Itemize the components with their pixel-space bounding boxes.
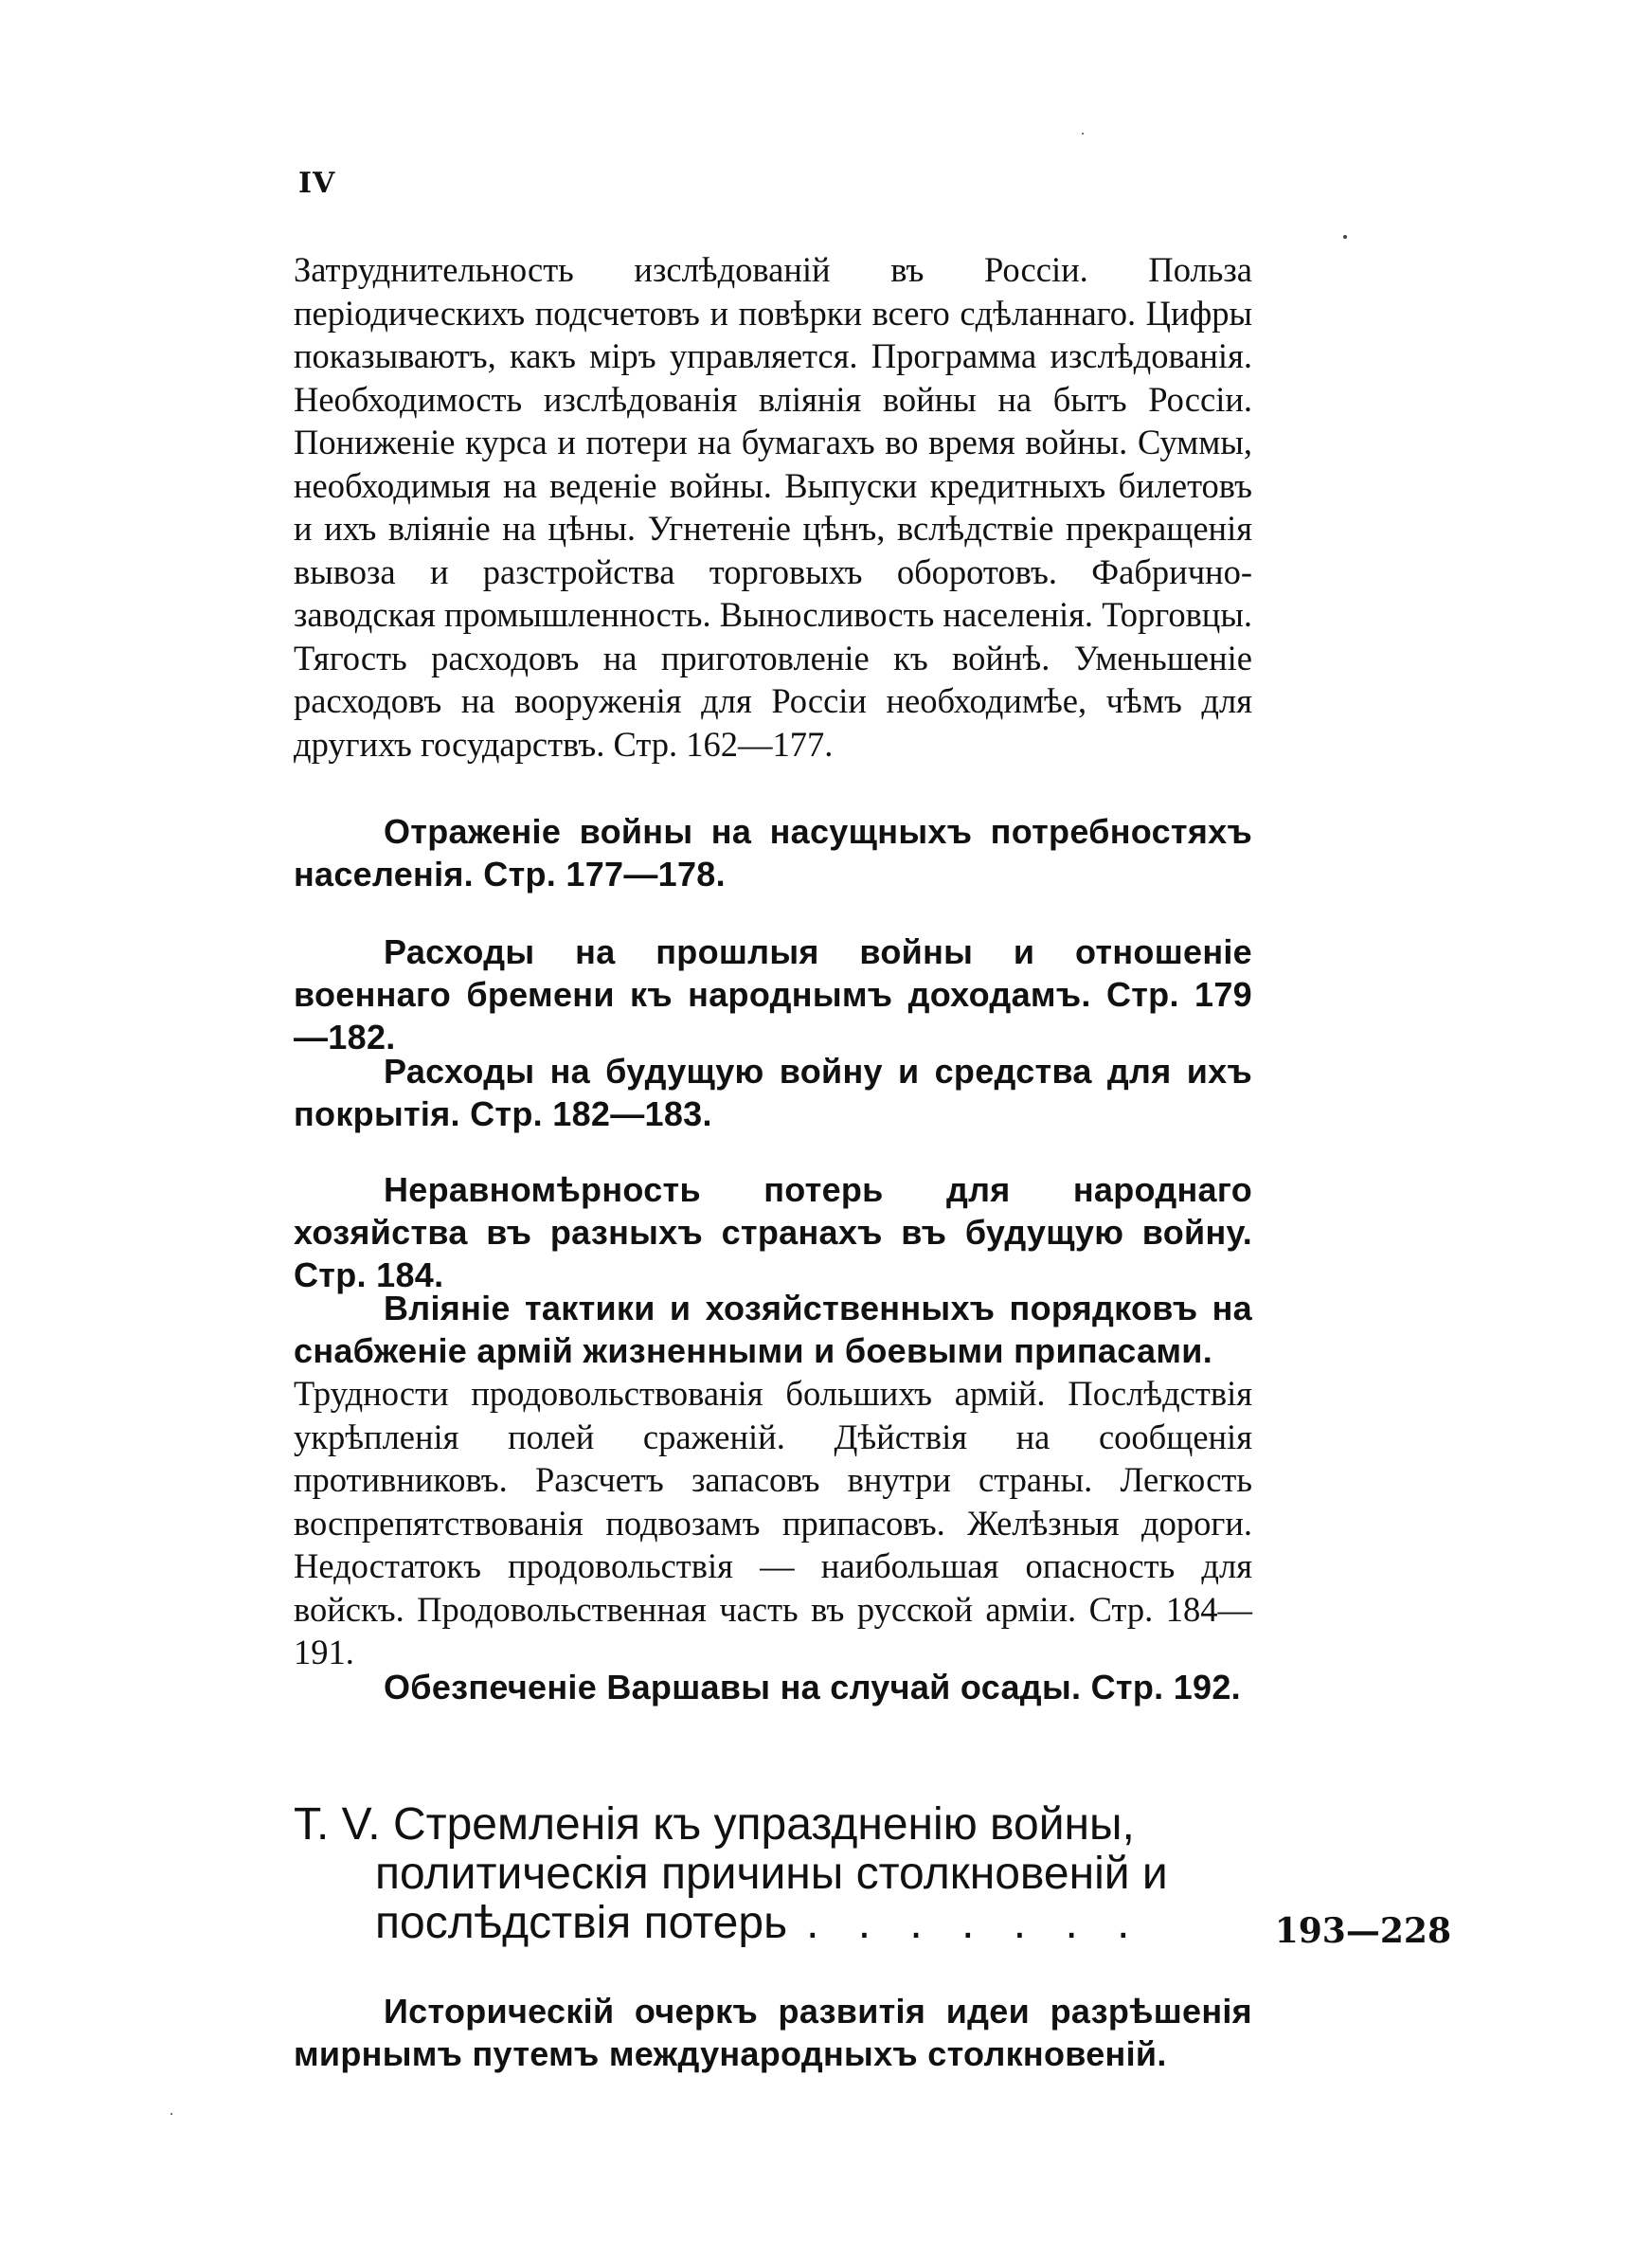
- heading-text: Неравномѣрность потерь для народнаго хозяйства въ разныхъ странахъ въ будущую войну. Стр. 184.: [294, 1170, 1252, 1294]
- print-speck: [1343, 235, 1347, 239]
- section-title: [294, 1799, 1451, 1951]
- paragraph-text: Затруднительность изслѣдованій въ Россіи. Польза періодическихъ подсчетовъ и повѣрки всего сдѣланнаго. Цифры показываютъ, какъ міръ управляется. Программа изслѣдованія. Необходимость изслѣдованія вліянія войны на бытъ Россіи. Пониженіе курса и потери на бумагахъ во время войны. Суммы, необходимыя на веденіе войны. Выпуски кредитныхъ билетовъ и ихъ вліяніе на цѣны. Угнетеніе цѣнъ, вслѣдствіе прекращенія вывоза и разстройства торговыхъ оборотовъ. Фабрично-заводская промышленность. Выносливость населенія. Торговцы. Тягость расходовъ на приготовленіе къ войнѣ. Уменьшеніе расходовъ на вооруженія для Россіи необходимѣе, чѣмъ для другихъ государствъ. Стр. 162—177.: [294, 250, 1252, 764]
- dot-leader: . . . . . . .: [806, 1898, 1143, 1948]
- summary-heading-5: [294, 1168, 1252, 1296]
- section-title-line-2: политическія причины столкновеній и: [375, 1849, 1168, 1899]
- summary-paragraph-1: [294, 248, 1252, 766]
- summary-heading-3: [294, 930, 1252, 1058]
- print-speck: [171, 2113, 172, 2115]
- summary-heading-6: [294, 1287, 1252, 1674]
- heading-text: Историческій очеркъ развитія идеи разрѣшенія мирнымъ путемъ международныхъ столкновеній.: [294, 1992, 1252, 2073]
- summary-heading-2: [294, 810, 1252, 895]
- section-title-line-1: Т. V. Стремленія къ упраздненію войны,: [294, 1799, 1135, 1850]
- heading-text: Отраженіе войны на насущныхъ потребностяхъ населенія. Стр. 177—178.: [294, 812, 1252, 894]
- section-page-range: 193—228: [1274, 1911, 1451, 1951]
- heading-text: Вліяніе тактики и хозяйственныхъ порядковъ на снабженіе армій жизненными и боевыми припасами.: [294, 1289, 1252, 1370]
- section-title-line-3-text: послѣдствія потерь: [375, 1898, 788, 1948]
- page-number: IV: [298, 167, 336, 200]
- heading-text: Обезпеченіе Варшавы на случай осады. Стр. 192.: [384, 1668, 1241, 1706]
- summary-heading-8: [294, 1990, 1252, 2075]
- summary-heading-7: [294, 1666, 1252, 1708]
- heading-text: Расходы на прошлыя войны и отношеніе военнаго бремени къ народнымъ доходамъ. Стр. 179—182.: [294, 932, 1252, 1056]
- heading-text: Расходы на будущую войну и средства для ихъ покрытія. Стр. 182—183.: [294, 1052, 1252, 1133]
- paragraph-text: Трудности продовольствованія большихъ армій. Послѣдствія укрѣпленія полей сраженій. Дѣйствія на сообщенія противниковъ. Разсчетъ запасовъ внутри страны. Легкость воспрепятствованія подвозамъ припасовъ. Желѣзныя дороги. Недостатокъ продовольствія — наибольшая опасность для войскъ. Продовольственная часть въ русской арміи. Стр. 184—191.: [294, 1374, 1252, 1671]
- summary-heading-4: [294, 1050, 1252, 1135]
- print-speck: [1082, 133, 1084, 135]
